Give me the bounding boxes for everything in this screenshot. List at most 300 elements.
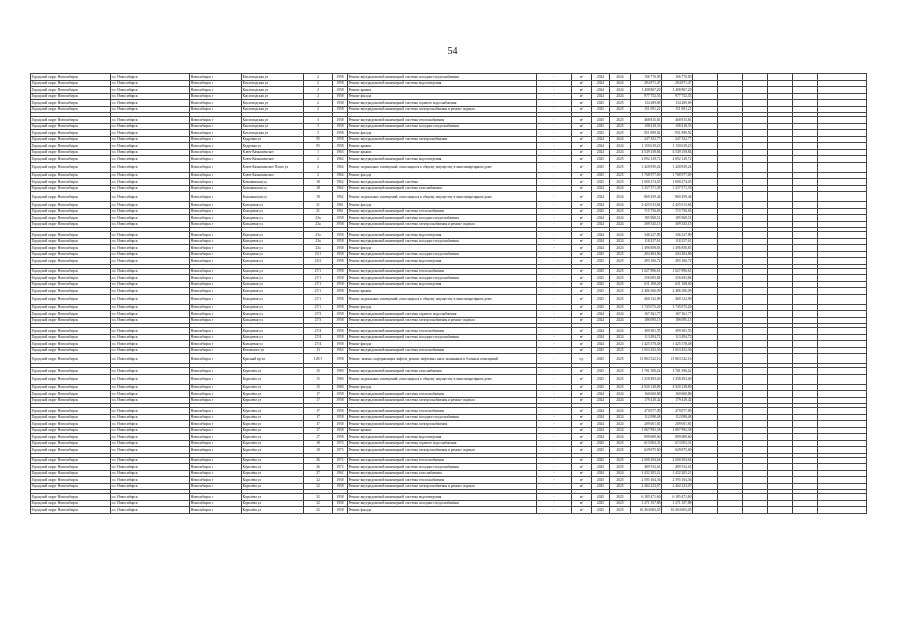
table-cell: 23/2 — [304, 258, 333, 265]
table-cell: Городской округ Новосибирск — [31, 179, 111, 186]
table-cell: - — [537, 156, 572, 163]
table-cell: Ремонт внутридомовой инженерной системы водоотведения — [348, 232, 537, 239]
table-cell: 2024 — [610, 74, 631, 81]
table-cell: Новосибирск г — [190, 457, 242, 464]
table-cell: Городской округ Новосибирск — [31, 281, 111, 288]
table-cell: 1 000 274,45 — [662, 179, 693, 186]
table-cell: Королёва ул — [242, 414, 304, 421]
table-cell: 2 092 129,72 — [631, 156, 662, 163]
table-cell: г.п. Новосибирск — [111, 251, 190, 258]
table-cell: Ремонт внутридомовой инженерной системы холодного водоснабжения — [348, 238, 537, 245]
table-cell: 1 768 977,69 — [631, 172, 662, 179]
empty-cell — [818, 192, 867, 202]
table-cell: 2 600 294,64 — [662, 457, 693, 464]
table-cell: г.п. Новосибирск — [111, 202, 190, 209]
table-cell: Городской округ Новосибирск — [31, 457, 111, 464]
table-cell: 23a — [304, 238, 333, 245]
table-cell: 2025 — [592, 123, 610, 130]
table-cell: 27/1 — [304, 288, 333, 295]
table-cell: 2024 — [610, 334, 631, 341]
table-cell: Новосибирск г — [190, 427, 242, 434]
table-cell: 1 067 992,38 — [662, 427, 693, 434]
table-cell: Кольцевая ул — [242, 281, 304, 288]
table-cell: 1958 — [333, 215, 348, 222]
empty-cell — [718, 162, 743, 172]
table-cell: 2025 — [592, 457, 610, 464]
table-cell: 2024 — [610, 215, 631, 222]
table-cell: г.п. Новосибирск — [111, 334, 190, 341]
table-cell: 2024 — [610, 414, 631, 421]
table-cell: Городской округ Новосибирск — [31, 136, 111, 143]
empty-cell — [818, 354, 867, 364]
table-cell: Новосибирск г — [190, 238, 242, 245]
table-cell: 2024 — [610, 93, 631, 100]
table-cell: 2024 — [592, 328, 610, 335]
table-cell: 21 — [304, 202, 333, 209]
table-cell: Новосибирск г — [190, 464, 242, 471]
table-cell: 2 — [304, 162, 333, 172]
empty-cell — [743, 374, 768, 384]
table-cell: г.п. Новосибирск — [111, 384, 190, 391]
table-cell: 2024 — [592, 215, 610, 222]
table-cell: - — [537, 143, 572, 150]
table-cell: Новосибирск г — [190, 470, 242, 477]
table-cell: 1 271 357,88 — [662, 500, 693, 507]
table-cell: 899 689,60 — [631, 434, 662, 441]
table-cell: 17 — [304, 434, 333, 441]
table-cell: 1958 — [333, 414, 348, 421]
table-cell: Городской округ Новосибирск — [31, 93, 111, 100]
table-cell: 2024 — [592, 149, 610, 156]
table-cell: 2 — [304, 100, 333, 107]
table-cell: г.п. Новосибирск — [111, 143, 190, 150]
table-cell: Городской округ Новосибирск — [31, 408, 111, 415]
table-cell: 13 863 522,16 — [662, 354, 693, 364]
empty-cell — [793, 162, 818, 172]
table-cell: г.п. Новосибирск — [111, 172, 190, 179]
table-cell: 1958 — [333, 391, 348, 398]
table-cell: - — [537, 470, 572, 477]
table-cell: 1 258 493,40 — [662, 374, 693, 384]
table-cell: г.п. Новосибирск — [111, 470, 190, 477]
table-cell: Городской округ Новосибирск — [31, 143, 111, 150]
table-cell: 2025 — [592, 268, 610, 275]
table-cell: Ремонт внутридомовой инженерной системы — [348, 179, 537, 186]
table-cell: м² — [572, 221, 592, 228]
table-cell: Королёва ул — [242, 408, 304, 415]
table-cell: 106 770,05 — [631, 74, 662, 81]
table-cell: г.п. Новосибирск — [111, 483, 190, 490]
table-cell: 3 — [304, 123, 333, 130]
table-cell: г.п. Новосибирск — [111, 447, 190, 454]
table-cell: 2025 — [592, 288, 610, 295]
empty-cell — [718, 192, 743, 202]
table-cell: м² — [572, 106, 592, 113]
table-cell: 495 106,72 — [631, 258, 662, 265]
table-cell: 4 920 138,80 — [662, 384, 693, 391]
table-cell: 18 — [304, 185, 333, 192]
table-cell: 611 108,40 — [662, 281, 693, 288]
table-cell: Городской округ Новосибирск — [31, 80, 111, 87]
table-cell: Королёва ул — [242, 421, 304, 428]
table-cell: 2025 — [592, 281, 610, 288]
table-row — [31, 354, 867, 364]
empty-cell — [793, 354, 818, 364]
table-cell: 23a — [304, 221, 333, 228]
table-cell: 1973 — [333, 440, 348, 447]
table-cell: 2025 — [610, 268, 631, 275]
table-cell: - — [537, 440, 572, 447]
table-cell: - — [537, 130, 572, 137]
table-cell: 2024 — [610, 470, 631, 477]
table-cell: Ремонт фасада — [348, 304, 537, 311]
table-cell: Новосибирск г — [190, 123, 242, 130]
table-cell: 15 — [304, 384, 333, 391]
table-cell: 1958 — [333, 143, 348, 150]
table-cell: 2025 — [592, 464, 610, 471]
table-cell: Ремонт фасада — [348, 93, 537, 100]
empty-cell — [718, 507, 743, 514]
table-cell: 1962 — [333, 470, 348, 477]
table-cell: 2024 — [610, 143, 631, 150]
table-cell: - — [537, 74, 572, 81]
table-cell: 4 920 138,80 — [631, 384, 662, 391]
table-cell: Городской округ Новосибирск — [31, 470, 111, 477]
table-cell: 1961 — [333, 208, 348, 215]
table-cell: 167 361,77 — [662, 311, 693, 318]
empty-cell — [768, 192, 793, 202]
table-cell: Городской округ Новосибирск — [31, 275, 111, 282]
table-cell: Городской округ Новосибирск — [31, 304, 111, 311]
table-cell: 1 425 578,48 — [631, 341, 662, 348]
table-cell: 18 — [304, 192, 333, 202]
table-cell: Кисловодская ул — [242, 93, 304, 100]
table-cell: 2024 — [610, 328, 631, 335]
table-cell: Новосибирск г — [190, 275, 242, 282]
table-cell: г.п. Новосибирск — [111, 281, 190, 288]
table-cell: 16 264 063,45 — [631, 507, 662, 514]
table-cell: г.п. Новосибирск — [111, 374, 190, 384]
table-cell: г.п. Новосибирск — [111, 117, 190, 124]
table-cell: 2025 — [610, 179, 631, 186]
table-cell: 629 875,60 — [662, 447, 693, 454]
table-cell: м² — [572, 384, 592, 391]
table-cell: Кисловодская ул — [242, 100, 304, 107]
table-cell: 2024 — [610, 221, 631, 228]
table-cell: г.п. Новосибирск — [111, 156, 190, 163]
table-cell: Городской округ Новосибирск — [31, 162, 111, 172]
table-cell: - — [537, 354, 572, 364]
table-cell: 1963 — [333, 347, 348, 354]
table-cell: Городской округ Новосибирск — [31, 268, 111, 275]
table-cell: м³ — [572, 368, 592, 375]
table-cell: 167 361,77 — [631, 311, 662, 318]
table-cell: - — [537, 500, 572, 507]
table-cell: 951 899,92 — [662, 130, 693, 137]
table-cell: 2025 — [610, 117, 631, 124]
table-cell: 2025 — [610, 288, 631, 295]
table-cell: - — [537, 414, 572, 421]
table-cell: 2025 — [592, 447, 610, 454]
table-cell: г.п. Новосибирск — [111, 245, 190, 252]
table-cell: 3 — [304, 117, 333, 124]
table-cell: 1958 — [333, 421, 348, 428]
table-cell: 27/1 — [304, 281, 333, 288]
empty-cell — [743, 507, 768, 514]
table-cell: 23a — [304, 245, 333, 252]
table-cell: 1 653 452,36 — [662, 347, 693, 354]
table-cell: 27/1 — [304, 268, 333, 275]
table-cell: Новосибирск г — [190, 354, 242, 364]
table-cell: м² — [572, 341, 592, 348]
table-cell: 1960 — [333, 384, 348, 391]
table-cell: г.п. Новосибирск — [111, 347, 190, 354]
table-cell: Ремонт внутридомовой инженерной системы теплоснабжения — [348, 408, 537, 415]
table-cell: Новосибирск г — [190, 80, 242, 87]
table-cell: 1 150 619,23 — [631, 143, 662, 150]
table-cell: м³ — [572, 391, 592, 398]
table-cell: 715 756,65 — [662, 208, 693, 215]
table-cell: Городской округ Новосибирск — [31, 288, 111, 295]
table-cell: 27/3 — [304, 317, 333, 324]
empty-cell — [818, 374, 867, 384]
table-cell: 32 — [304, 507, 333, 514]
table-cell: Ремонт фасада — [348, 172, 537, 179]
table-cell: 2024 — [592, 185, 610, 192]
table-cell: 499 381,55 — [662, 328, 693, 335]
table-cell: 2025 — [592, 162, 610, 172]
table-cell: г.п. Новосибирск — [111, 507, 190, 514]
table-cell: Ремонт внутридомовой инженерной системы электроснабжения и ремонт подвала — [348, 106, 537, 113]
table-cell: Ремонт внутридомовой инженерной системы электроснабжения и ремонт подвала — [348, 483, 537, 490]
table-cell: 294 871,47 — [662, 80, 693, 87]
table-cell: 2 — [304, 93, 333, 100]
table-cell: Кольцевая ул — [242, 221, 304, 228]
table-cell: Городской округ Новосибирск — [31, 208, 111, 215]
table-cell: 2025 — [610, 368, 631, 375]
table-cell: 1958 — [333, 117, 348, 124]
table-cell: г.п. Новосибирск — [111, 414, 190, 421]
table-cell: 2025 — [610, 156, 631, 163]
table-cell: Городской округ Новосибирск — [31, 347, 111, 354]
table-cell: Ремонт внутридомовой инженерной системы электроснабжения и ремонт подвала — [348, 317, 537, 324]
table-cell: - — [537, 100, 572, 107]
empty-cell — [693, 192, 718, 202]
table-cell: 1 067 992,38 — [631, 427, 662, 434]
table-cell: м³ — [572, 328, 592, 335]
table-cell: 2024 — [592, 93, 610, 100]
table-cell: - — [537, 106, 572, 113]
table-cell: г.п. Новосибирск — [111, 311, 190, 318]
table-cell: 151 691,21 — [631, 106, 662, 113]
table-cell: 23a — [304, 232, 333, 239]
table-cell: Ключ-Камышенское — [242, 172, 304, 179]
table-cell: - — [537, 221, 572, 228]
table-cell: г.п. Новосибирск — [111, 421, 190, 428]
empty-cell — [718, 374, 743, 384]
table-cell: - — [537, 232, 572, 239]
table-cell: - — [537, 179, 572, 186]
table-cell: - — [537, 384, 572, 391]
table-cell: Новосибирск г — [190, 149, 242, 156]
table-cell: 95 — [304, 143, 333, 150]
table-cell: Королёва ул — [242, 440, 304, 447]
table-cell: 27 — [304, 470, 333, 477]
table-cell: 2024 — [592, 391, 610, 398]
table-cell: Ключ-Камышенское — [242, 156, 304, 163]
table-cell: 977 752,53 — [631, 93, 662, 100]
table-cell: 1958 — [333, 275, 348, 282]
empty-cell — [793, 294, 818, 304]
table-cell: 1972 — [333, 464, 348, 471]
table-cell: Королёва ул — [242, 507, 304, 514]
table-cell: - — [537, 507, 572, 514]
table-cell: - — [537, 477, 572, 484]
table-cell: г.п. Новосибирск — [111, 408, 190, 415]
table-cell: Новосибирск г — [190, 245, 242, 252]
table-cell: Кисловодская ул — [242, 123, 304, 130]
table-cell: Новосибирск г — [190, 391, 242, 398]
table-cell: - — [537, 334, 572, 341]
table-cell: Королёва ул — [242, 483, 304, 490]
table-cell: Королёва ул — [242, 434, 304, 441]
table-cell: Городской округ Новосибирск — [31, 156, 111, 163]
table-cell: Ремонт внутридомовой инженерной системы холодного водоснабжения — [348, 74, 537, 81]
table-cell: - — [537, 215, 572, 222]
table-cell: 1958 — [333, 258, 348, 265]
table-cell: - — [537, 208, 572, 215]
table-cell: 2024 — [592, 74, 610, 81]
table-cell: г.п. Новосибирск — [111, 130, 190, 137]
table-cell: 1964 — [333, 172, 348, 179]
table-cell: м² — [572, 374, 592, 384]
table-cell: 256 693,84 — [662, 275, 693, 282]
table-cell: 1972 — [333, 457, 348, 464]
table-cell: - — [537, 374, 572, 384]
table-cell: Городской округ Новосибирск — [31, 149, 111, 156]
table-cell: Городской округ Новосибирск — [31, 334, 111, 341]
table-cell: Королёва ул — [242, 427, 304, 434]
table-cell: Ремонт внутридомовой инженерной системы водоотведения — [348, 80, 537, 87]
table-cell: Новосибирск г — [190, 130, 242, 137]
table-cell: - — [537, 408, 572, 415]
table-cell: Новосибирск г — [190, 74, 242, 81]
table-cell: г.п. Новосибирск — [111, 434, 190, 441]
table-cell: Ремонт внутридомовой инженерной системы газоснабжения — [348, 185, 537, 192]
table-cell: 2024 — [610, 87, 631, 94]
table-cell: г.п. Новосибирск — [111, 457, 190, 464]
table-cell: Городской округ Новосибирск — [31, 311, 111, 318]
table-cell: 1958 — [333, 80, 348, 87]
table-cell: 499 381,55 — [631, 328, 662, 335]
table-cell: м² — [572, 162, 592, 172]
table-cell: 2025 — [592, 507, 610, 514]
table-cell: Новосибирск г — [190, 179, 242, 186]
table-cell: м² — [572, 483, 592, 490]
table-cell: 1973 — [333, 447, 348, 454]
table-cell: - — [537, 136, 572, 143]
table-cell: Городской округ Новосибирск — [31, 494, 111, 501]
table-cell: Ремонт подвальных помещений, относящихся к общему имуществу в многоквартирном доме — [348, 162, 537, 172]
table-cell: Новосибирск г — [190, 414, 242, 421]
table-cell: Ремонт внутридомовой инженерной системы холодного водоснабжения — [348, 334, 537, 341]
table-cell: 613 063,31 — [631, 440, 662, 447]
table-cell: Городской округ Новосибирск — [31, 202, 111, 209]
table-cell: 1958 — [333, 136, 348, 143]
table-cell: 1958 — [333, 408, 348, 415]
table-cell: м³ — [572, 470, 592, 477]
table-cell: 2025 — [592, 440, 610, 447]
table-cell: Ремонт внутридомовой инженерной системы холодного водоснабжения — [348, 251, 537, 258]
table-cell: Ремонт, замена, модернизация лифтов, ремонт лифтовых шахт, машинных и блочных помещений — [348, 354, 537, 364]
table-cell: Королёва ул — [242, 391, 304, 398]
table-cell: г.п. Новосибирск — [111, 87, 190, 94]
table-cell: Новосибирск г — [190, 208, 242, 215]
table-cell: Городской округ Новосибирск — [31, 87, 111, 94]
table-cell: 32 — [304, 477, 333, 484]
table-cell: 1958 — [333, 317, 348, 324]
table-cell: м² — [572, 288, 592, 295]
table-cell: Ремонт внутридомовой инженерной системы электроснабжения и ремонт подвала — [348, 221, 537, 228]
table-cell: - — [537, 192, 572, 202]
table-cell: 112 098,48 — [662, 414, 693, 421]
table-cell: 1958 — [333, 251, 348, 258]
table-cell: г.п. Новосибирск — [111, 268, 190, 275]
table-cell: м³ — [572, 457, 592, 464]
table-cell: Кольцевая ул — [242, 258, 304, 265]
table-cell: 1 408 867,20 — [662, 87, 693, 94]
table-cell: 2025 — [610, 354, 631, 364]
table-cell: Городской округ Новосибирск — [31, 215, 111, 222]
table-cell: 2025 — [592, 368, 610, 375]
table-cell: г.п. Новосибирск — [111, 368, 190, 375]
table-cell: 2024 — [592, 414, 610, 421]
table-cell: Новосибирск г — [190, 172, 242, 179]
table-cell: 2024 — [610, 317, 631, 324]
table-cell: 27/4 — [304, 341, 333, 348]
table-cell: - — [537, 427, 572, 434]
table-cell: 179 410,42 — [662, 397, 693, 404]
empty-cell — [793, 192, 818, 202]
table-cell: - — [537, 328, 572, 335]
table-cell: 2025 — [592, 477, 610, 484]
table-cell: 2 092 129,72 — [662, 156, 693, 163]
table-cell: 2024 — [592, 221, 610, 228]
table-cell: - — [537, 304, 572, 311]
table-cell: 470 077,09 — [662, 408, 693, 415]
table-cell: - — [537, 123, 572, 130]
table-cell: Городской округ Новосибирск — [31, 500, 111, 507]
table-cell: Новосибирск г — [190, 87, 242, 94]
table-cell: 1958 — [333, 93, 348, 100]
table-cell: Королёва ул — [242, 457, 304, 464]
table-cell: Ремонт подвальных помещений, относящихся к общему имуществу в многоквартирном доме — [348, 374, 537, 384]
table-cell: м³ — [572, 275, 592, 282]
table-cell: Кедровая ул — [242, 143, 304, 150]
table-cell: 1 271 357,88 — [631, 500, 662, 507]
table-cell: 27/4 — [304, 334, 333, 341]
table-cell: г.п. Новосибирск — [111, 179, 190, 186]
table-cell: Ремонт подвальных помещений, относящихся к общему имуществу в многоквартирном доме — [348, 192, 537, 202]
table-cell: Ремонт фасада — [348, 507, 537, 514]
table-cell: 1 745 072,20 — [662, 304, 693, 311]
table-cell: Кольцевая ул — [242, 268, 304, 275]
table-cell: 1958 — [333, 434, 348, 441]
table-cell: Кисловодская ул — [242, 117, 304, 124]
table-cell: 2025 — [610, 251, 631, 258]
table-cell: - — [537, 391, 572, 398]
table-cell: - — [537, 238, 572, 245]
